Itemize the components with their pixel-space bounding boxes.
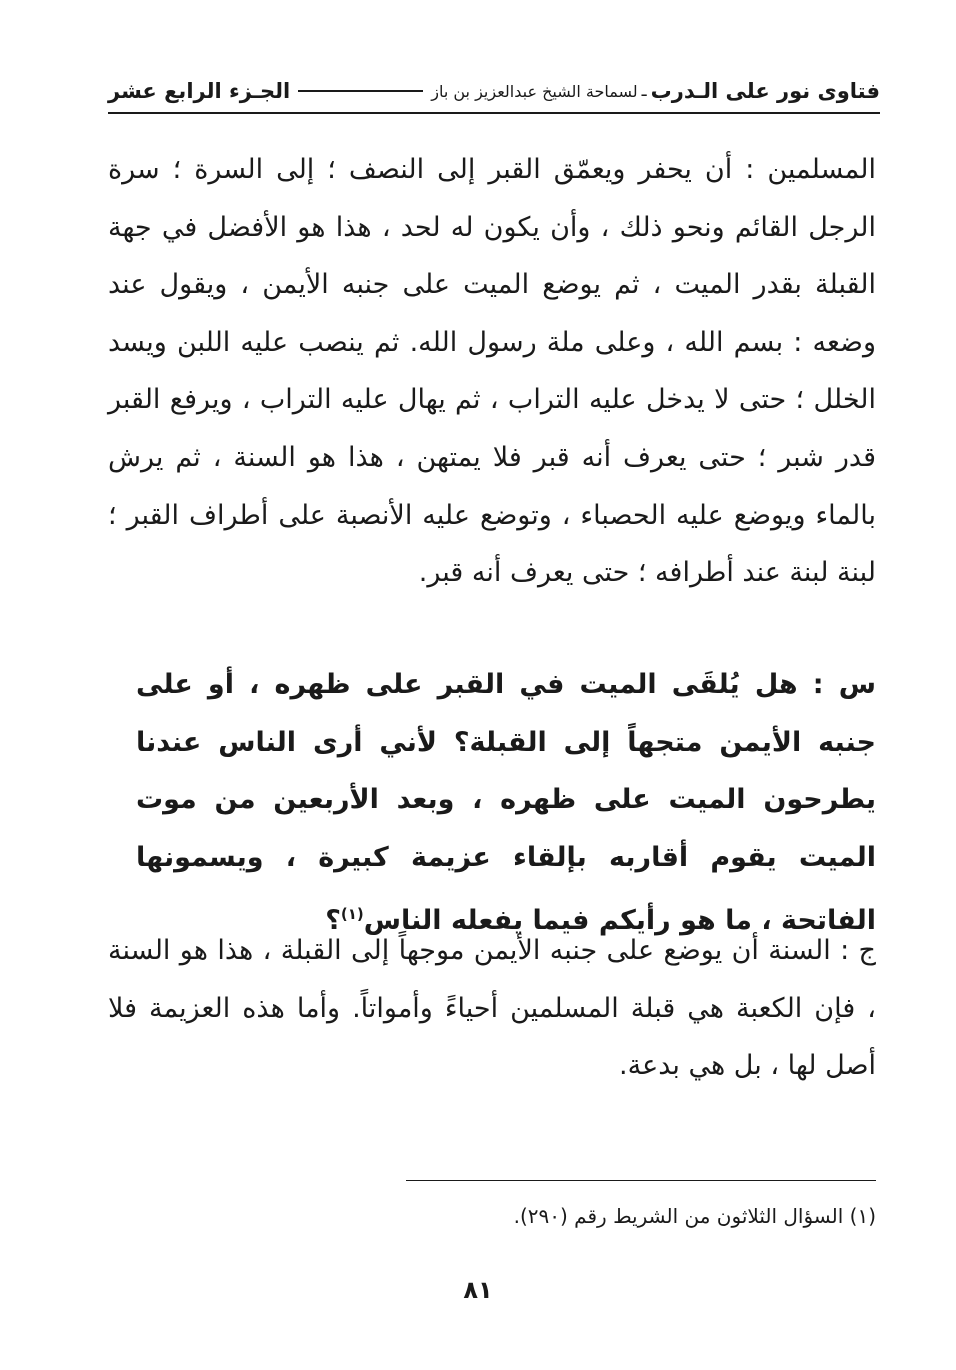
footnote-separator xyxy=(406,1180,876,1181)
author-name: لسماحة الشيخ عبدالعزيز بن باز xyxy=(431,81,638,101)
question-paragraph xyxy=(136,656,876,950)
volume-label: الجـزء الرابع عشر xyxy=(108,79,291,103)
question-text: س : هل يُلقَى الميت في القبر على ظهره ، أو على جنبه الأيمن متجهاً إلى القبلة؟ لأني أرى الناس عندنا يطرحون الميت على ظهره ، وبعد الأربعين من موت الميت يقوم أقاربه بإلقاء عزيمة كبيرة ، ويسمونها الفاتحة ، ما هو رأيكم فيما يفعله الناس xyxy=(136,669,876,937)
answer-paragraph: ج : السنة أن يوضع على جنبه الأيمن موجهاً إلى القبلة ، هذا هو السنة ، فإن الكعبة هي قبلة المسلمين أحياءً وأمواتاً. وأما هذه العزيمة فلا أصل لها ، بل هي بدعة. xyxy=(108,935,876,1082)
header-dash: ـ xyxy=(641,81,647,101)
running-header xyxy=(108,74,880,108)
header-underline xyxy=(108,112,880,114)
page-number: ٨١ xyxy=(463,1276,493,1304)
answer-continuation-paragraph: المسلمين : أن يحفر ويعمّق القبر إلى النصف ؛ إلى السرة ؛ سرة الرجل القائم ونحو ذلك ، وأن يكون له لحد ، هذا هو الأفضل في جهة القبلة بقدر الميت ، ثم يوضع الميت على جنبه الأيمن ، ويقول عند وضعه : بسم الله ، وعلى ملة رسول الله. ثم ينصب عليه اللبن ويسد الخلل ؛ حتى لا يدخل عليه التراب ، ثم يهال عليه التراب ، ويرفع القبر قدر شبر ؛ حتى يعرف أنه قبر فلا يمتهن ، هذا هو السنة ، ثم يرش بالماء ويوضع عليه الحصباء ، وتوضع عليه الأنصبة على أطراف القبر ؛ لبنة لبنة عند أطرافه ؛ حتى يعرف أنه قبر. xyxy=(108,154,876,589)
footnote: (١) السؤال الثلاثون من الشريط رقم (٢٩٠). xyxy=(513,1204,876,1228)
footnote-marker[interactable]: (١) xyxy=(340,905,364,924)
book-title: فتاوى نور على الـدرب xyxy=(650,79,880,103)
header-rule xyxy=(298,90,423,92)
question-mark: ؟ xyxy=(325,905,341,937)
header-title-group xyxy=(431,79,880,103)
